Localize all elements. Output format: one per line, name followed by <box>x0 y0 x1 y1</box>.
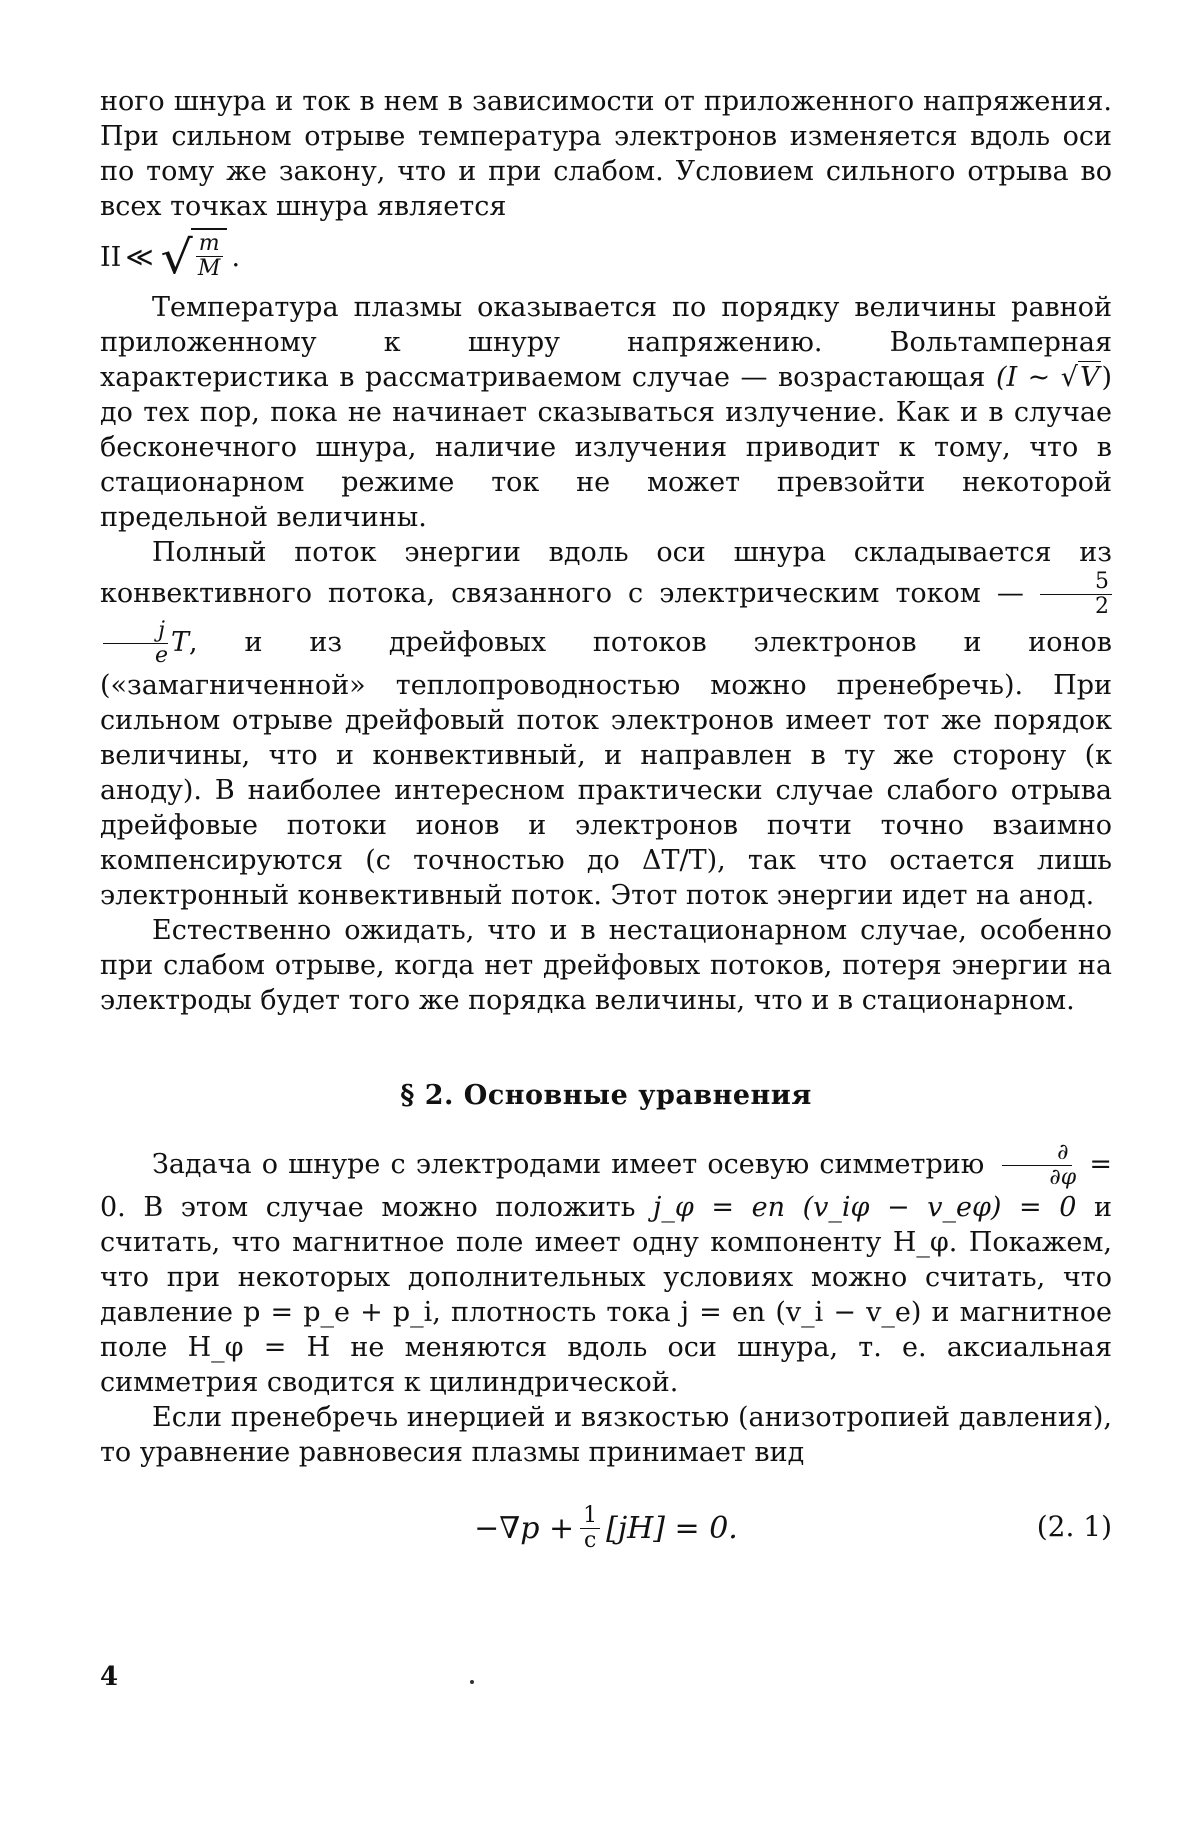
paragraph-3-rest: , и из дрейфовых потоков электронов и ионов («замагниченной» теплопроводностью можно пренебречь). При сильном отрыве дрейфовый поток электронов имеет тот же порядок величины, что и конвективный, и направлен в ту же сторону (к аноду). В наиболее интересном практически случае слабого отрыва дрейфовые потоки ионов и электронов почти точно взаимно компенсируются (с точностью до ΔT/T), так что остается лишь электронный конвективный поток. Этот поток энергии идет на анод. <box>100 627 1112 911</box>
strong-detachment-condition <box>100 224 1112 290</box>
paragraph-5-text: Задача о шнуре с электродами имеет осевую симметрию <box>152 1149 985 1180</box>
fraction-m-M <box>195 232 224 281</box>
fraction-1-c: $\frac{1}{c}$ <box>580 1504 600 1553</box>
current-phi-equation: j_φ = en (v_iφ − v_eφ) = 0 <box>653 1192 1077 1223</box>
fraction-j-e: $\frac{j}{e}$ <box>100 619 171 668</box>
equation-number: (2. 1) <box>1036 1510 1112 1543</box>
print-dot <box>470 1680 474 1684</box>
section-title: § 2. Основные уравнения <box>400 1080 812 1111</box>
paragraph-3 <box>100 535 1112 913</box>
temperature-symbol: T <box>171 627 190 658</box>
condition-lhs: ΙΙ <box>100 241 122 273</box>
condition-relation: ≪ <box>125 241 154 273</box>
sqrt-v: V <box>1079 362 1100 393</box>
paragraph-6: Если пренебречь инерцией и вязкостью (анизотропией давления), то уравнение равновесия плазмы принимает вид <box>100 1402 1112 1468</box>
partial-derivative-phi: $\frac{\partial}{\partial\varphi}$ <box>994 1141 1079 1190</box>
fraction-denominator: M <box>197 256 221 281</box>
sqrt-m-over-M <box>162 228 228 286</box>
fraction-numerator: m <box>196 232 223 257</box>
condition-period: . <box>231 241 241 273</box>
paragraph-2 <box>100 290 1112 535</box>
paragraph-1: ного шнура и ток в нем в зависимости от приложенного напряжения. При сильном отрыве температура электронов изменяется вдоль оси по тому же закону, что и при слабом. Условием сильного отрыва во всех точках шнура является <box>100 86 1112 222</box>
iv-relation: (I ~ √V) <box>995 362 1112 393</box>
page-number: 4 <box>100 1662 119 1692</box>
paragraph-2-rest: до тех пор, пока не начинает сказываться излучение. Как и в случае бесконечного шнура, наличие излучения приводит к тому, что в стационарном режиме ток не может превзойти некоторой предельной величины. <box>100 397 1112 533</box>
radical-sign: √ <box>160 230 193 284</box>
fraction-5-2: $\frac{5}{2}$ <box>1040 570 1112 619</box>
paragraph-2-text: Температура плазмы оказывается по порядку величины равной приложенному к шнуру напряжению. Вольтамперная характеристика в рассматриваемом случае — возрастающая <box>100 292 1112 393</box>
paragraph-5-rest: и считать, что магнитное поле имеет одну компоненту H_φ. Покажем, что при некоторых дополнительных условиях можно считать, что давление p = p_e + p_i, плотность тока j = en (v_i − v_e) и магнитное поле H_φ = H не меняются вдоль оси шнура, т. е. аксиальная симметрия сводится к цилиндрической. <box>100 1192 1112 1398</box>
minus-sign: — <box>996 578 1024 609</box>
paragraph-5: Задача о шнуре с электродами имеет осевую симметрию $\frac{\partial}{\partial\varphi}$ = 0. В этом случае можно положить j_φ = en (v_iφ − v_eφ) = 0 и считать, что магнитное поле имеет одну компоненту H_φ. Покажем, что при некоторых дополнительных условиях можно считать, что давление p = p_e + p_i, плотность тока j = en (v_i − v_e) и магнитное поле H_φ = H не меняются вдоль оси шнура, т. е. аксиальная симметрия сводится к цилиндрической. <box>100 1140 1112 1398</box>
equation-left: −∇p + <box>474 1510 575 1546</box>
equation-right: [jH] = 0. <box>606 1510 738 1546</box>
paragraph-3-text: Полный поток энергии вдоль оси шнура складывается из конвективного потока, связанного с электрическим током <box>100 537 1112 609</box>
equation-2-1 <box>100 1488 1112 1568</box>
paragraph-4: Естественно ожидать, что и в нестационарном случае, особенно при слабом отрыве, когда нет дрейфовых потоков, потеря энергии на электроды будет того же порядка величины, что и в стационарном. <box>100 915 1112 1016</box>
